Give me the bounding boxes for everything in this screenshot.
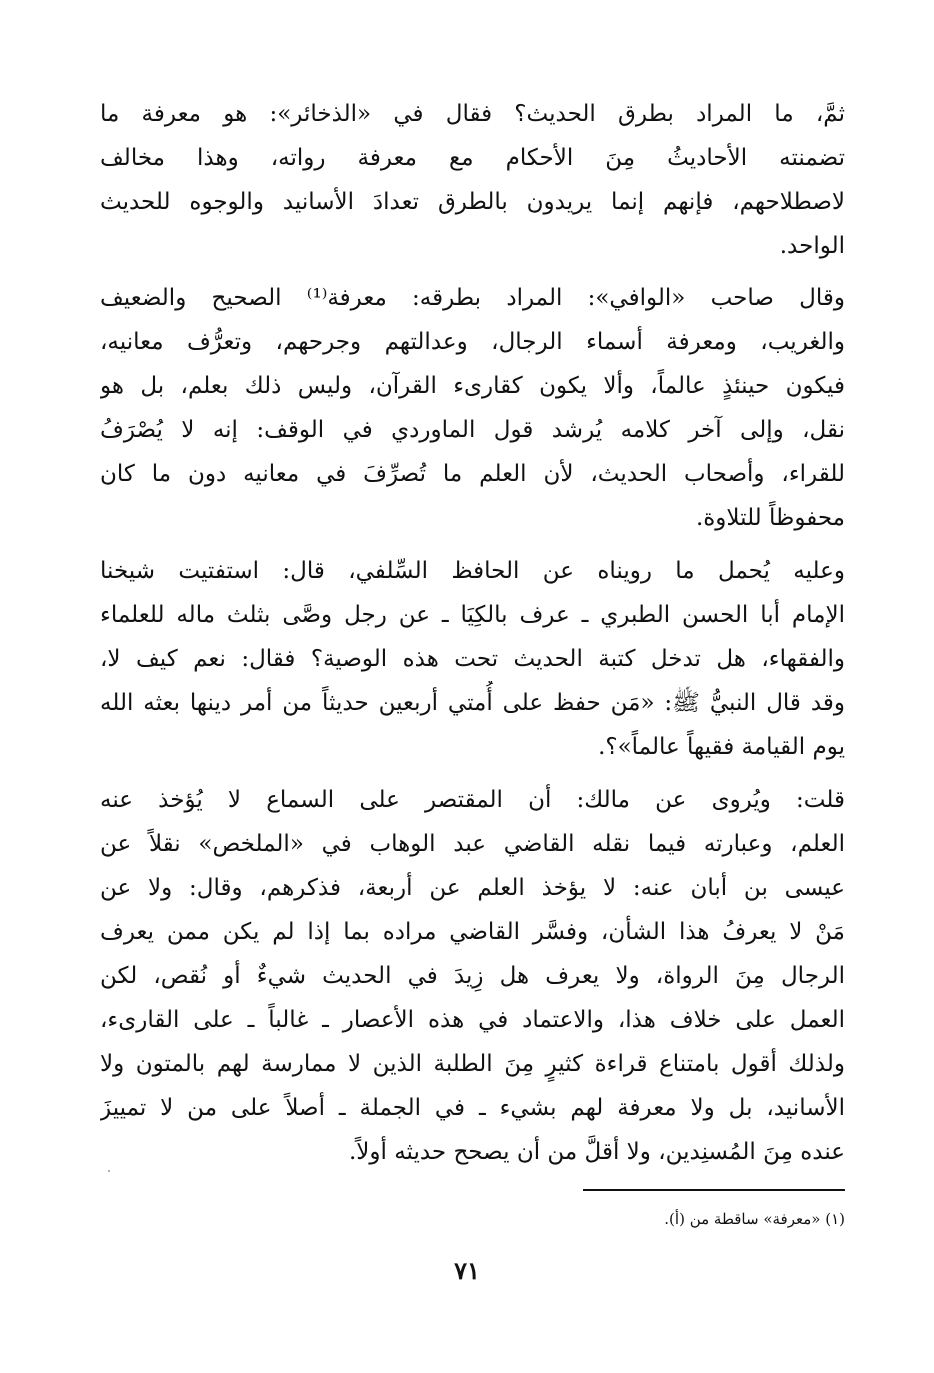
text-line: محفوظاً للتلاوة.	[695, 505, 845, 531]
text-line: ولذلك أقول بامتناع قراءة كثيرٍ مِنَ الطلبة الذين لا ممارسة لهم بالمتون ولا	[100, 1051, 845, 1077]
text-line: وقال صاحب «الوافي»: المراد بطرقه: معرفة⁽¹⁾ الصحيح والضعيف	[100, 285, 845, 311]
text-line: الأسانيد، بل ولا معرفة لهم بشيء ـ في الجملة ـ أصلاً على من لا تمييزَ	[100, 1095, 845, 1121]
text-line: وعليه يُحمل ما رويناه عن الحافظ السِّلفي، قال: استفتيت شيخنا	[100, 558, 845, 584]
text-line: الواحد.	[779, 233, 845, 259]
text-line: الإمام أبا الحسن الطبري ـ عرف بالكِيَا ـ عن رجل وصَّى بثلث ماله للعلماء	[100, 602, 845, 628]
text-line: تضمنته الأحاديثُ مِنَ الأحكام مع معرفة رواته، وهذا مخالف	[100, 145, 845, 171]
paragraph-4	[100, 778, 845, 1174]
text-line: عيسى بن أبان عنه: لا يؤخذ العلم عن أربعة، فذكرهم، وقال: ولا عن	[100, 875, 845, 901]
text-line: للقراء، وأصحاب الحديث، لأن العلم ما تُصرِّفَ في معانيه دون ما كان	[100, 461, 845, 487]
text-line: والغريب، ومعرفة أسماء الرجال، وعدالتهم وجرحهم، وتعرُّف معانيه،	[100, 329, 845, 355]
paragraph-2	[100, 276, 845, 540]
footnote: (١) «معرفة» ساقطة من (أ).	[664, 1210, 845, 1228]
text-line: قلت: ويُروى عن مالك: أن المقتصر على السماع لا يُؤخذ عنه	[100, 787, 845, 813]
text-line: الرجال مِنَ الرواة، ولا يعرف هل زِيدَ في الحديث شيءٌ أو نُقص، لكن	[100, 963, 845, 989]
text-line: وقد قال النبيُّ ﷺ: «مَن حفظ على أُمتي أربعين حديثاً من أمر دينها بعثه الله	[100, 690, 845, 716]
text-line: ثمَّ، ما المراد بطرق الحديث؟ فقال في «الذخائر»: هو معرفة ما	[100, 101, 845, 127]
text-line: العلم، وعبارته فيما نقله القاضي عبد الوهاب في «الملخص» نقلاً عن	[100, 831, 845, 857]
paragraph-1	[100, 92, 845, 268]
text-line: نقل، وإلى آخر كلامه يُرشد قول الماوردي في الوقف: إنه لا يُصْرَفُ	[100, 417, 845, 443]
text-line: فيكون حينئذٍ عالماً، وألا يكون كقارىء القرآن، وليس ذلك بعلم، بل هو	[100, 373, 845, 399]
text-line: العمل على خلاف هذا، والاعتماد في هذه الأعصار ـ غالباً ـ على القارىء،	[100, 1007, 845, 1033]
text-line: لاصطلاحهم، فإنهم إنما يريدون بالطرق تعدادَ الأسانيد والوجوه للحديث	[100, 189, 845, 215]
text-line: يوم القيامة فقيهاً عالماً»؟.	[598, 734, 845, 760]
paragraph-3	[100, 549, 845, 769]
footnote-separator	[583, 1189, 845, 1191]
text-line: مَنْ لا يعرفُ هذا الشأن، وفسَّر القاضي مراده بما إذا لم يكن ممن يعرف	[100, 919, 845, 945]
text-line: والفقهاء، هل تدخل كتبة الحديث تحت هذه الوصية؟ فقال: نعم كيف لا،	[100, 646, 845, 672]
page-number: ٧١	[454, 1256, 480, 1285]
margin-mark	[108, 1170, 110, 1172]
text-line: عنده مِنَ المُسنِدين، ولا أقلَّ من أن يصحح حديثه أولاً.	[348, 1139, 845, 1165]
